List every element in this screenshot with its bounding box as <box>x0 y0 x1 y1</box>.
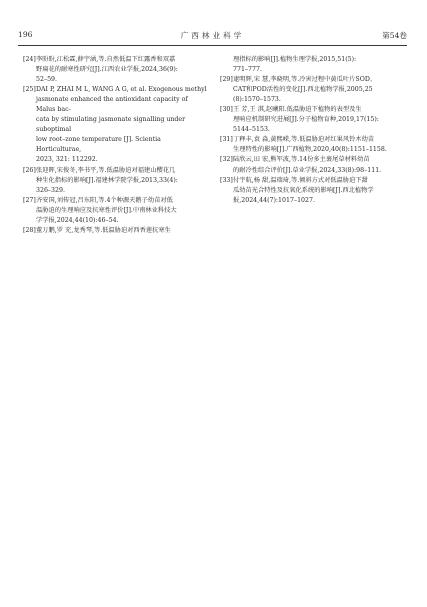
reference-text: 齐安国,刘传冠,吕东阳,等.4个种源天鹅子幼苗对低 温胁迫的生理响应及抗寒性评价[J].中南林业科技大 学学报,2024,44(10):46–54. <box>36 196 177 224</box>
reference-text: 张迎晖,宋俊冬,李书平,等.低温胁迫对福建山樱花几 种生化指标的影响[J].福建林学院学报,2013,33(4): 326–329. <box>36 166 178 194</box>
reference-text: DAI P, ZHAI M L, WANG A G, et al. Exogenous methyl jasmonate enhanced the antioxidant capacity of Malus bac- cata by stimulating jasmonate signalling under suboptimal low root–zone temperature [J]. Scientia Horticulturae, 2023, 321: 112292. <box>36 86 207 164</box>
reference-number: [28] <box>23 226 36 234</box>
reference-item <box>220 176 407 206</box>
reference-text: 李盼盼,江松霖,薛宇涵,等.自然低温下红露香和双嘉 野扁花的耐寒性研究[J].江西农业学报,2024,36(9): 52–59. <box>36 56 178 84</box>
reference-item <box>23 226 208 236</box>
reference-number: [33] <box>220 176 233 184</box>
reference-number: [24] <box>23 56 36 63</box>
reference-text: 丁释丰,袁 淼,黄熙嵘,等.低温胁迫对红果风铃木幼苗 生理特性的影响[J].广西植物,2020,40(8):1151–1158. <box>233 136 387 154</box>
reference-text: 逮明辉,宋 慧,李晓明,等.冷害过程中黄瓜叶片SOD、 CAT和POD活性的变化[J].西北植物学报,2005,25 (8):1570–1573. <box>233 76 377 104</box>
reference-item <box>23 166 208 196</box>
reference-item <box>220 105 407 135</box>
right-column <box>220 55 407 206</box>
reference-text: 王 芳,王 淇,赵曦阳.低温胁迫下植物的表型及生 理响应机制研究进展[J].分子植物育种,2019,17(15): 5144–5153. <box>233 106 379 134</box>
page-header <box>18 27 407 41</box>
header-rule <box>18 45 407 46</box>
reference-number: [30] <box>220 106 233 114</box>
reference-item <box>23 55 208 85</box>
reference-number: [31] <box>220 136 233 144</box>
reference-text: 陆欣云,田 宏,熊军波,等.14份多主裹尾草材料幼苗 的耐冷性综合评价[J].草业学报,2024,33(8):98–111. <box>233 156 382 174</box>
reference-item <box>23 196 208 226</box>
reference-item <box>220 75 407 105</box>
reference-text: 董万鹏,罗 充,龙秀琴,等.低温胁迫对西香莲抗寒生 <box>36 226 171 234</box>
reference-item <box>220 155 407 175</box>
reference-number: [26] <box>23 166 36 174</box>
reference-number: [25] <box>23 86 36 94</box>
page-number: 196 <box>18 30 33 39</box>
reference-number: [29] <box>220 76 233 84</box>
left-column <box>23 55 208 236</box>
volume-label: 第54卷 <box>382 31 407 40</box>
reference-item <box>220 135 407 155</box>
reference-continuation: 理指标的影响[J].植物生理学报,2015,51(5): 771–777. <box>233 56 357 74</box>
reference-number: [32] <box>220 156 233 164</box>
journal-title: 广西林业科学 <box>180 31 245 40</box>
reference-number: [27] <box>23 196 36 204</box>
reference-text: 付宇航,杨 甜,温瑞琦,等.倾斜方式对低温胁迫下甜 瓜幼苗光合特性及抗氧化系统的影响[J].西北植物学 报,2024,44(7):1017–1027. <box>233 176 374 204</box>
reference-item <box>23 85 208 165</box>
